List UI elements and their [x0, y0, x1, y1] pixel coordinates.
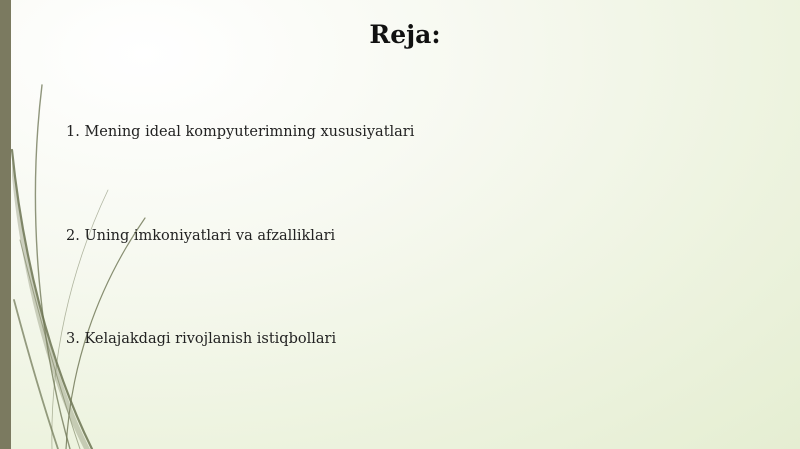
plan-item-2: 2. Uning imkoniyatlari va afzalliklari: [66, 228, 336, 244]
plan-item-3: 3. Kelajakdagi rivojlanish istiqbollari: [66, 331, 337, 347]
plan-item-1: 1. Mening ideal kompyuterimning xususiyatlari: [66, 124, 415, 140]
slide-title: Reja:: [369, 20, 441, 49]
